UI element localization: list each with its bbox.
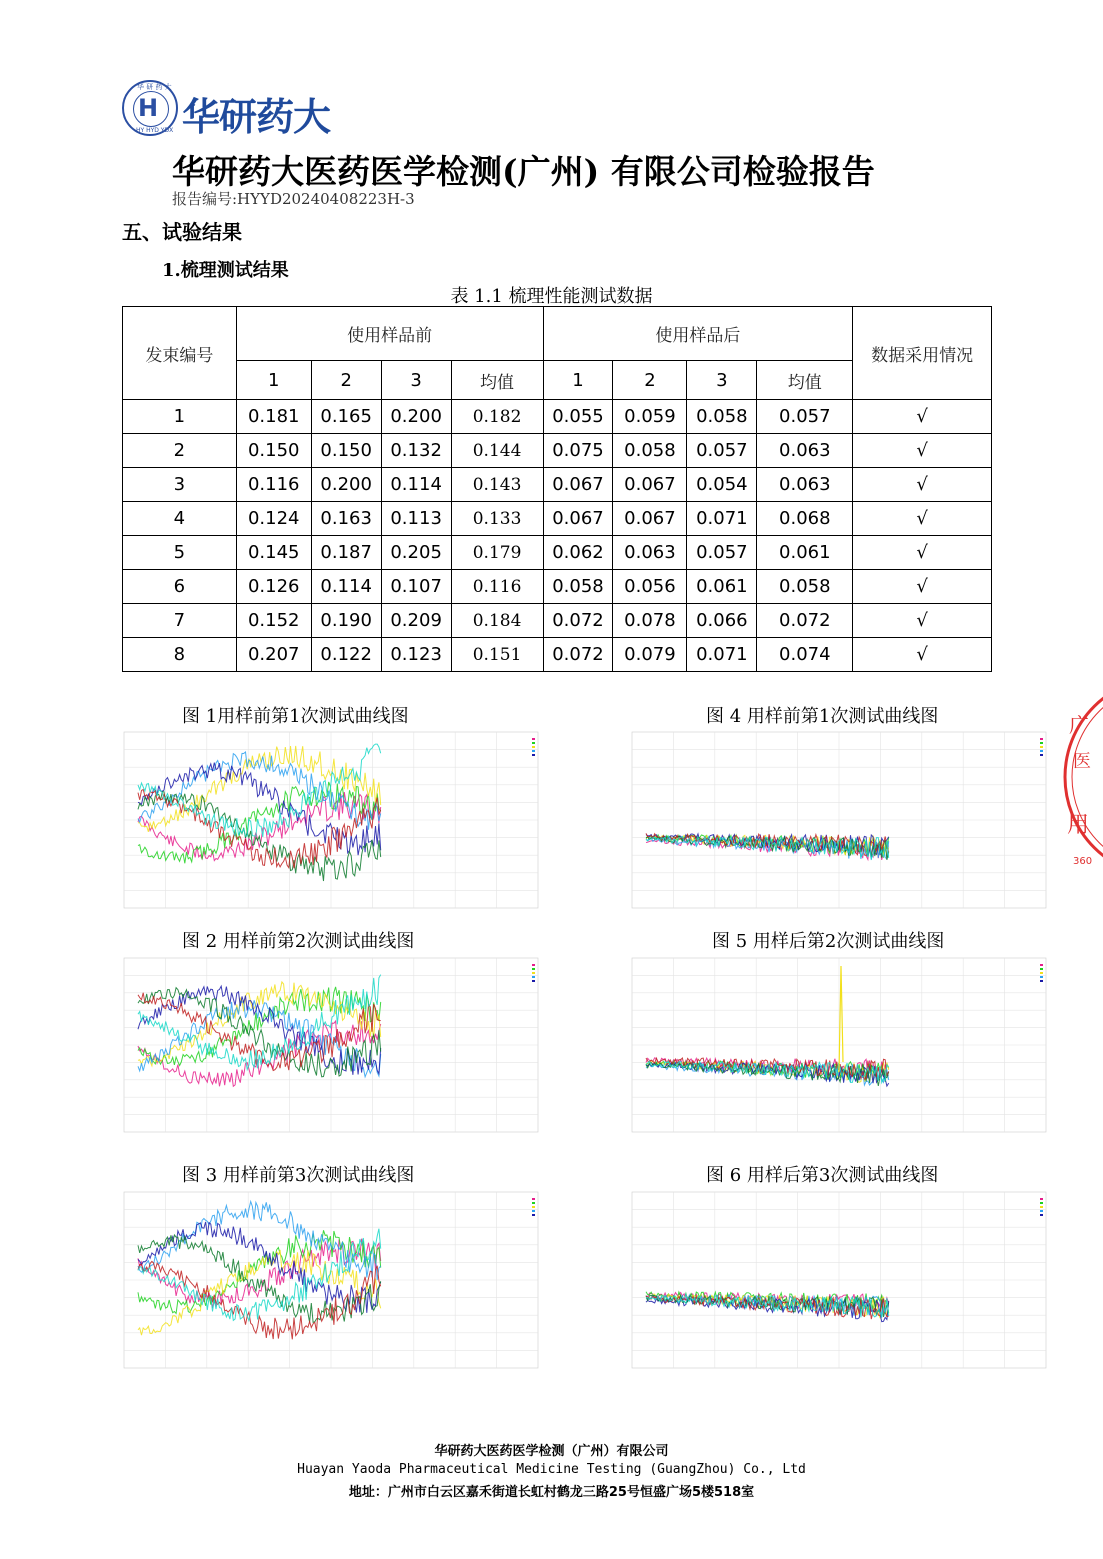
table-cell: 0.205 [381, 536, 451, 570]
table-cell: 8 [123, 638, 237, 672]
table-cell: 1 [123, 400, 237, 434]
table-cell: 0.067 [543, 502, 613, 536]
sub-header: 3 [381, 361, 451, 400]
table-cell: √ [853, 400, 992, 434]
curve-chart-fig1 [100, 726, 550, 918]
col-header-status: 数据采用情况 [853, 307, 992, 400]
company-logo [122, 80, 342, 138]
table-cell: 0.116 [451, 570, 543, 604]
table-cell: √ [853, 604, 992, 638]
table-cell: 0.063 [613, 536, 687, 570]
col-header-after: 使用样品后 [543, 307, 853, 361]
table-cell: 0.071 [687, 638, 757, 672]
table-cell: 0.200 [311, 468, 381, 502]
table-cell: 0.057 [757, 400, 853, 434]
table-cell: 0.058 [543, 570, 613, 604]
table-cell: 0.163 [311, 502, 381, 536]
table-cell: 4 [123, 502, 237, 536]
table-cell: 0.113 [381, 502, 451, 536]
table-cell: 0.144 [451, 434, 543, 468]
curve-chart-fig2 [100, 952, 550, 1142]
table-cell: √ [853, 638, 992, 672]
table-cell: 0.200 [381, 400, 451, 434]
curve-chart-fig4 [608, 726, 1058, 918]
table-cell: 0.078 [613, 604, 687, 638]
sub-header: 2 [311, 361, 381, 400]
curve-chart-fig6 [608, 1186, 1058, 1378]
table-cell: 6 [123, 570, 237, 604]
table-cell: 0.061 [687, 570, 757, 604]
table-cell: 0.126 [236, 570, 311, 604]
table-cell: 0.133 [451, 502, 543, 536]
svg-text:用: 用 [1067, 813, 1090, 838]
table-row [123, 638, 992, 672]
table-cell: 0.054 [687, 468, 757, 502]
table-cell: 0.107 [381, 570, 451, 604]
table-cell: 0.075 [543, 434, 613, 468]
table-cell: 0.143 [451, 468, 543, 502]
table-cell: 0.072 [543, 604, 613, 638]
sub-header: 3 [687, 361, 757, 400]
table-cell: 0.114 [381, 468, 451, 502]
sub-header: 均值 [451, 361, 543, 400]
footer-company-cn: 华研药大医药医学检测（广州）有限公司 [434, 1444, 669, 1459]
logo-seal: 华 研 药 大 H HY HYD YDX [122, 80, 178, 136]
table-caption: 表 1.1 梳理性能测试数据 [450, 286, 653, 307]
table-cell: 0.058 [613, 434, 687, 468]
table-row [123, 604, 992, 638]
col-header-before: 使用样品前 [236, 307, 543, 361]
table-cell: 0.057 [687, 434, 757, 468]
table-cell: 0.063 [757, 468, 853, 502]
table-row [123, 502, 992, 536]
table-cell: 0.072 [757, 604, 853, 638]
svg-text:广: 广 [1069, 713, 1089, 737]
table-cell: 0.122 [311, 638, 381, 672]
table-cell: 0.057 [687, 536, 757, 570]
table-cell: 0.151 [451, 638, 543, 672]
table-cell: 0.209 [381, 604, 451, 638]
table-cell: √ [853, 468, 992, 502]
table-cell: 0.067 [613, 502, 687, 536]
table-cell: 0.123 [381, 638, 451, 672]
table-cell: 7 [123, 604, 237, 638]
curve-chart-fig5 [608, 952, 1058, 1142]
col-header-id: 发束编号 [123, 307, 237, 400]
table-cell: √ [853, 536, 992, 570]
logo-wordmark: 华研药大 [182, 95, 331, 139]
table-cell: 0.067 [543, 468, 613, 502]
table-cell: 0.114 [311, 570, 381, 604]
figure-caption: 图 2 用样前第2次测试曲线图 [182, 931, 415, 952]
table-row [123, 536, 992, 570]
section-heading: 五、试验结果 [122, 220, 242, 244]
table-cell: 0.058 [687, 400, 757, 434]
curve-chart-fig3 [100, 1186, 550, 1378]
table-cell: 0.067 [613, 468, 687, 502]
table-cell: 0.071 [687, 502, 757, 536]
figure-caption: 图 3 用样前第3次测试曲线图 [182, 1165, 415, 1186]
table-cell: 2 [123, 434, 237, 468]
table-cell: 0.058 [757, 570, 853, 604]
figure-caption: 图 6 用样后第3次测试曲线图 [706, 1165, 939, 1186]
figure-caption: 图 4 用样前第1次测试曲线图 [706, 706, 939, 727]
table-cell: 3 [123, 468, 237, 502]
company-stamp [1055, 672, 1103, 882]
table-cell: 0.179 [451, 536, 543, 570]
table-cell: 0.145 [236, 536, 311, 570]
report-title: 华研药大医药医学检测(广州) 有限公司检验报告 [172, 152, 875, 191]
footer-address: 地址：广州市白云区嘉禾街道长虹村鹤龙三路25号恒盛广场5楼518室 [348, 1485, 755, 1500]
table-cell: 0.181 [236, 400, 311, 434]
table-cell: 0.150 [236, 434, 311, 468]
table-cell: √ [853, 502, 992, 536]
svg-text:360: 360 [1073, 856, 1093, 867]
table-cell: 0.124 [236, 502, 311, 536]
table-cell: 0.063 [757, 434, 853, 468]
combing-data-table [122, 306, 992, 672]
table-cell: 0.059 [613, 400, 687, 434]
table-row [123, 400, 992, 434]
table-cell: 0.072 [543, 638, 613, 672]
table-cell: 0.190 [311, 604, 381, 638]
table-cell: 0.132 [381, 434, 451, 468]
table-cell: 0.182 [451, 400, 543, 434]
table-row [123, 434, 992, 468]
table-cell: 0.152 [236, 604, 311, 638]
sub-header: 2 [613, 361, 687, 400]
table-row [123, 570, 992, 604]
table-cell: 0.061 [757, 536, 853, 570]
table-cell: 0.056 [613, 570, 687, 604]
table-cell: 0.165 [311, 400, 381, 434]
table-cell: 0.074 [757, 638, 853, 672]
table-cell: 0.187 [311, 536, 381, 570]
table-cell: 0.066 [687, 604, 757, 638]
table-row [123, 468, 992, 502]
table-cell: 0.184 [451, 604, 543, 638]
table-cell: √ [853, 434, 992, 468]
subsection-heading: 1.梳理测试结果 [162, 260, 289, 281]
report-number: 报告编号:HYYD20240408223H-3 [172, 190, 415, 208]
table-cell: 0.062 [543, 536, 613, 570]
figure-caption: 图 5 用样后第2次测试曲线图 [712, 931, 945, 952]
table-cell: 0.116 [236, 468, 311, 502]
table-cell: 0.207 [236, 638, 311, 672]
table-cell: 0.068 [757, 502, 853, 536]
table-cell: 0.055 [543, 400, 613, 434]
table-cell: 0.150 [311, 434, 381, 468]
sub-header: 均值 [757, 361, 853, 400]
sub-header: 1 [236, 361, 311, 400]
table-cell: 0.079 [613, 638, 687, 672]
footer-company-en: Huayan Yaoda Pharmaceutical Medicine Testing (GuangZhou) Co., Ltd [297, 1462, 806, 1477]
sub-header: 1 [543, 361, 613, 400]
svg-text:医: 医 [1073, 751, 1091, 772]
table-cell: 5 [123, 536, 237, 570]
figure-caption: 图 1用样前第1次测试曲线图 [182, 706, 409, 727]
table-cell: √ [853, 570, 992, 604]
